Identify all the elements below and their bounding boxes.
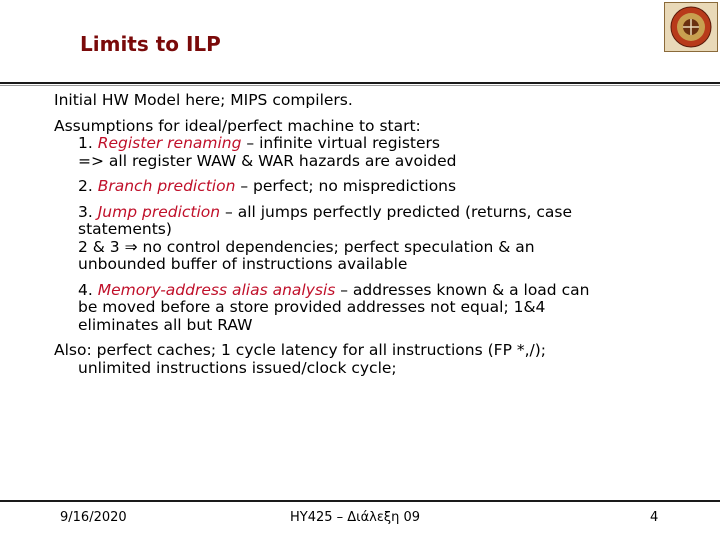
highlight-term: Branch prediction	[97, 177, 236, 195]
university-logo	[664, 2, 718, 52]
slide-body	[54, 92, 694, 377]
item-text: – all jumps perfectly predicted (returns, case	[220, 202, 573, 221]
footer-date: 9/16/2020	[60, 510, 127, 525]
item-continuation: 2 & 3 ⇒ no control dependencies; perfect speculation & an	[78, 237, 535, 256]
slide-title: Limits to ILP	[80, 32, 221, 56]
highlight-term: Jump prediction	[97, 202, 221, 221]
list-item-alias-analysis	[54, 282, 694, 300]
footer-course: HY425 – Διάλεξη 09	[290, 510, 421, 525]
item-text: – addresses known & a load can	[335, 280, 590, 299]
list-item-register-renaming	[54, 135, 694, 153]
item-number: 2.	[78, 177, 98, 195]
item-text: – infinite virtual registers	[241, 134, 440, 152]
item-continuation: be moved before a store provided addresses not equal; 1&4	[78, 298, 546, 316]
highlight-term: Memory-address alias analysis	[97, 280, 336, 299]
item-continuation: => all register WAW & WAR hazards are avoided	[78, 151, 457, 170]
footer-page-number: 4	[650, 510, 659, 525]
title-divider-shadow	[0, 85, 720, 86]
list-item-jump-prediction	[54, 204, 694, 222]
body-line: Also: perfect caches; 1 cycle latency for all instructions (FP *,/);	[54, 341, 547, 359]
body-line: Assumptions for ideal/perfect machine to start:	[54, 116, 421, 135]
list-item-branch-prediction	[54, 178, 694, 196]
item-continuation: unbounded buffer of instructions available	[78, 255, 408, 273]
item-continuation: eliminates all but RAW	[78, 315, 253, 334]
item-number: 4.	[78, 280, 98, 299]
title-divider	[0, 82, 720, 84]
item-continuation: unlimited instructions issued/clock cycle;	[78, 358, 397, 377]
item-number: 3.	[78, 202, 98, 221]
footer-divider	[0, 500, 720, 502]
item-text: – perfect; no mispredictions	[235, 177, 457, 195]
item-number: 1.	[78, 134, 98, 152]
item-continuation: statements)	[78, 220, 172, 238]
body-line: Initial HW Model here; MIPS compilers.	[54, 91, 353, 109]
highlight-term: Register renaming	[97, 134, 242, 152]
